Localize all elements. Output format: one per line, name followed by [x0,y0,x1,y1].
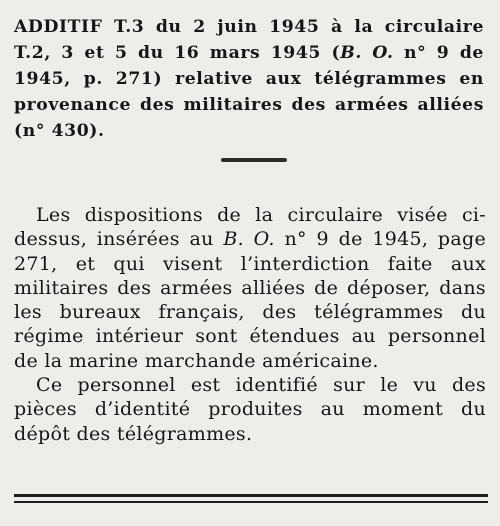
document-body [14,203,486,446]
heading-separator [221,158,287,162]
heading-bo-reference: B. O. [340,43,394,63]
paragraph-1-bo-reference: B. O. [223,228,275,251]
heading-text-part2: n° 9 de 1945, p. 271) relative aux télégrammes en provenance des militaires des armées alliées (n° 430). [14,43,484,141]
paragraph-1-text-a: Les dispositions de la circulaire visée ci-dessus, insérées au [14,204,486,251]
paragraph-1-text-b: n° 9 de 1945, page 271, et qui visent l’interdiction faite aux militaires des armées alliées de déposer, dans les bureaux français, des télégrammes du régime intérieur sont étendues au personnel de la marine marchande américaine. [14,228,487,372]
document-heading [14,14,484,144]
bottom-double-rule [14,494,488,503]
body-paragraph-1 [14,203,486,373]
body-paragraph-2: Ce personnel est identifié sur le vu des pièces d’identité produites au moment du dépôt des télégrammes. [14,374,486,445]
heading-text-part1: ADDITIF T.3 du 2 juin 1945 à la circulaire T.2, 3 et 5 du 16 mars 1945 ( [14,17,484,63]
